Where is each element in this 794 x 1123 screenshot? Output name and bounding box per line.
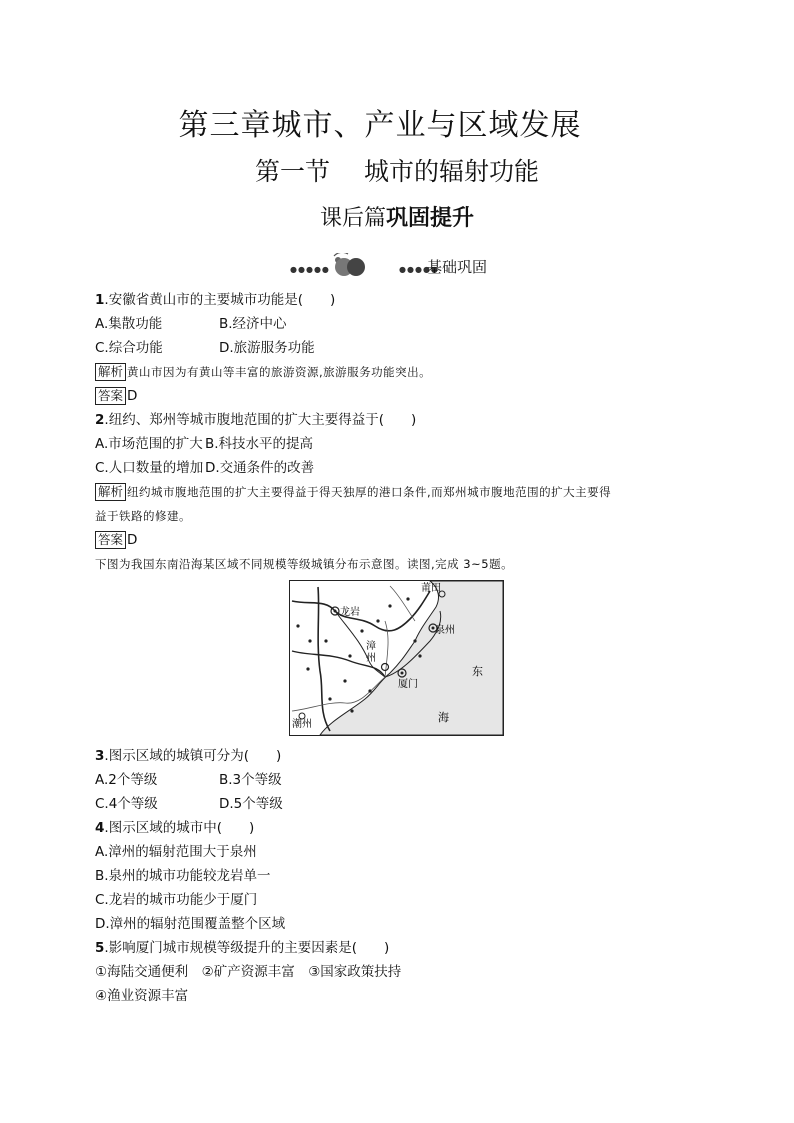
label-quanzhou: 泉州 — [435, 625, 455, 636]
q2-option-a: A.市场范围的扩大 — [95, 436, 203, 452]
answer-tag: 答案 — [95, 531, 126, 549]
q5-stem: 5.影响厦门城市规模等级提升的主要因素是( ) — [95, 940, 390, 956]
subtitle-bold: 巩固提升 — [386, 206, 475, 231]
q3-options-row2 — [95, 794, 283, 814]
q1-analysis: 解析 黄山市因为有黄山等丰富的旅游资源,旅游服务功能突出。 — [95, 362, 431, 382]
dots-right-icon: ●●●●● — [399, 265, 439, 274]
label-longyan: 龙岩 — [340, 607, 360, 618]
q4-option-a: A.漳州的辐射范围大于泉州 — [95, 844, 257, 860]
map-intro: 下图为我国东南沿海某区域不同规模等级城镇分布示意图。读图,完成 3~5题。 — [95, 557, 514, 571]
q1-option-b: B.经济中心 — [219, 316, 287, 332]
q2-option-b: B.科技水平的提高 — [205, 436, 314, 452]
section-number: 第一节 — [254, 157, 330, 186]
subtitle-plain: 课后篇 — [319, 206, 386, 231]
q2-stem: 2.纽约、郑州等城市腹地范围的扩大主要得益于( ) — [95, 412, 417, 428]
sea-area — [320, 581, 503, 735]
q3-options-row1 — [95, 770, 282, 790]
city-distribution-map — [289, 580, 504, 736]
q1-answer: 答案 D — [95, 386, 137, 406]
q3-option-c: C.4个等级 — [95, 796, 158, 812]
label-chaozhou: 潮州 — [292, 719, 312, 730]
circles-icon — [328, 253, 370, 277]
section-name: 城市的辐射功能 — [364, 157, 540, 186]
q1-option-d: D.旅游服务功能 — [219, 340, 315, 356]
q3-option-a: A.2个等级 — [95, 772, 158, 788]
section-marker — [290, 252, 530, 280]
q2-option-d: D.交通条件的改善 — [205, 460, 315, 476]
section-title — [0, 152, 794, 188]
q1-options-row1 — [95, 314, 287, 334]
section-label: 基础巩固 — [427, 258, 488, 276]
q1-options-row2 — [95, 338, 315, 358]
analysis-tag: 解析 — [95, 483, 126, 501]
chapter-title: 第三章城市、产业与区域发展 — [178, 108, 582, 143]
q1-option-a: A.集散功能 — [95, 316, 163, 332]
label-putian: 莆田 — [421, 583, 441, 594]
q1-stem: 1.安徽省黄山市的主要城市功能是( ) — [95, 292, 336, 308]
q3-option-d: D.5个等级 — [219, 796, 283, 812]
q3-option-b: B.3个等级 — [219, 772, 282, 788]
q2-options-row1 — [95, 434, 313, 454]
q3-stem: 3.图示区域的城镇可分为( ) — [95, 748, 282, 764]
label-zhang: 漳 — [366, 641, 376, 652]
q2-options-row2 — [95, 458, 314, 478]
label-zhou: 州 — [366, 653, 376, 664]
q2-analysis-line1: 解析 纽约城市腹地范围的扩大主要得益于得天独厚的港口条件,而郑州城市腹地范围的扩大主要得 — [95, 482, 611, 502]
dots-left-icon: ●●●●● — [290, 265, 330, 274]
q5-factors-line1: ①海陆交通便利 ②矿产资源丰富 ③国家政策扶持 — [95, 964, 402, 980]
answer-tag: 答案 — [95, 387, 126, 405]
q4-stem: 4.图示区域的城市中( ) — [95, 820, 255, 836]
q4-option-d: D.漳州的辐射范围覆盖整个区域 — [95, 916, 286, 932]
q4-option-c: C.龙岩的城市功能少于厦门 — [95, 892, 258, 908]
q2-option-c: C.人口数量的增加 — [95, 460, 204, 476]
q2-answer: 答案 D — [95, 530, 137, 550]
subtitle — [0, 201, 794, 232]
label-xiamen: 厦门 — [398, 679, 418, 690]
q4-option-b: B.泉州的城市功能较龙岩单一 — [95, 868, 271, 884]
label-dong: 东 — [472, 666, 483, 678]
q1-option-c: C.综合功能 — [95, 340, 163, 356]
q2-analysis-line2: 益于铁路的修建。 — [95, 509, 191, 523]
label-hai: 海 — [438, 712, 449, 724]
analysis-tag: 解析 — [95, 363, 126, 381]
q5-factors-line2: ④渔业资源丰富 — [95, 988, 189, 1004]
